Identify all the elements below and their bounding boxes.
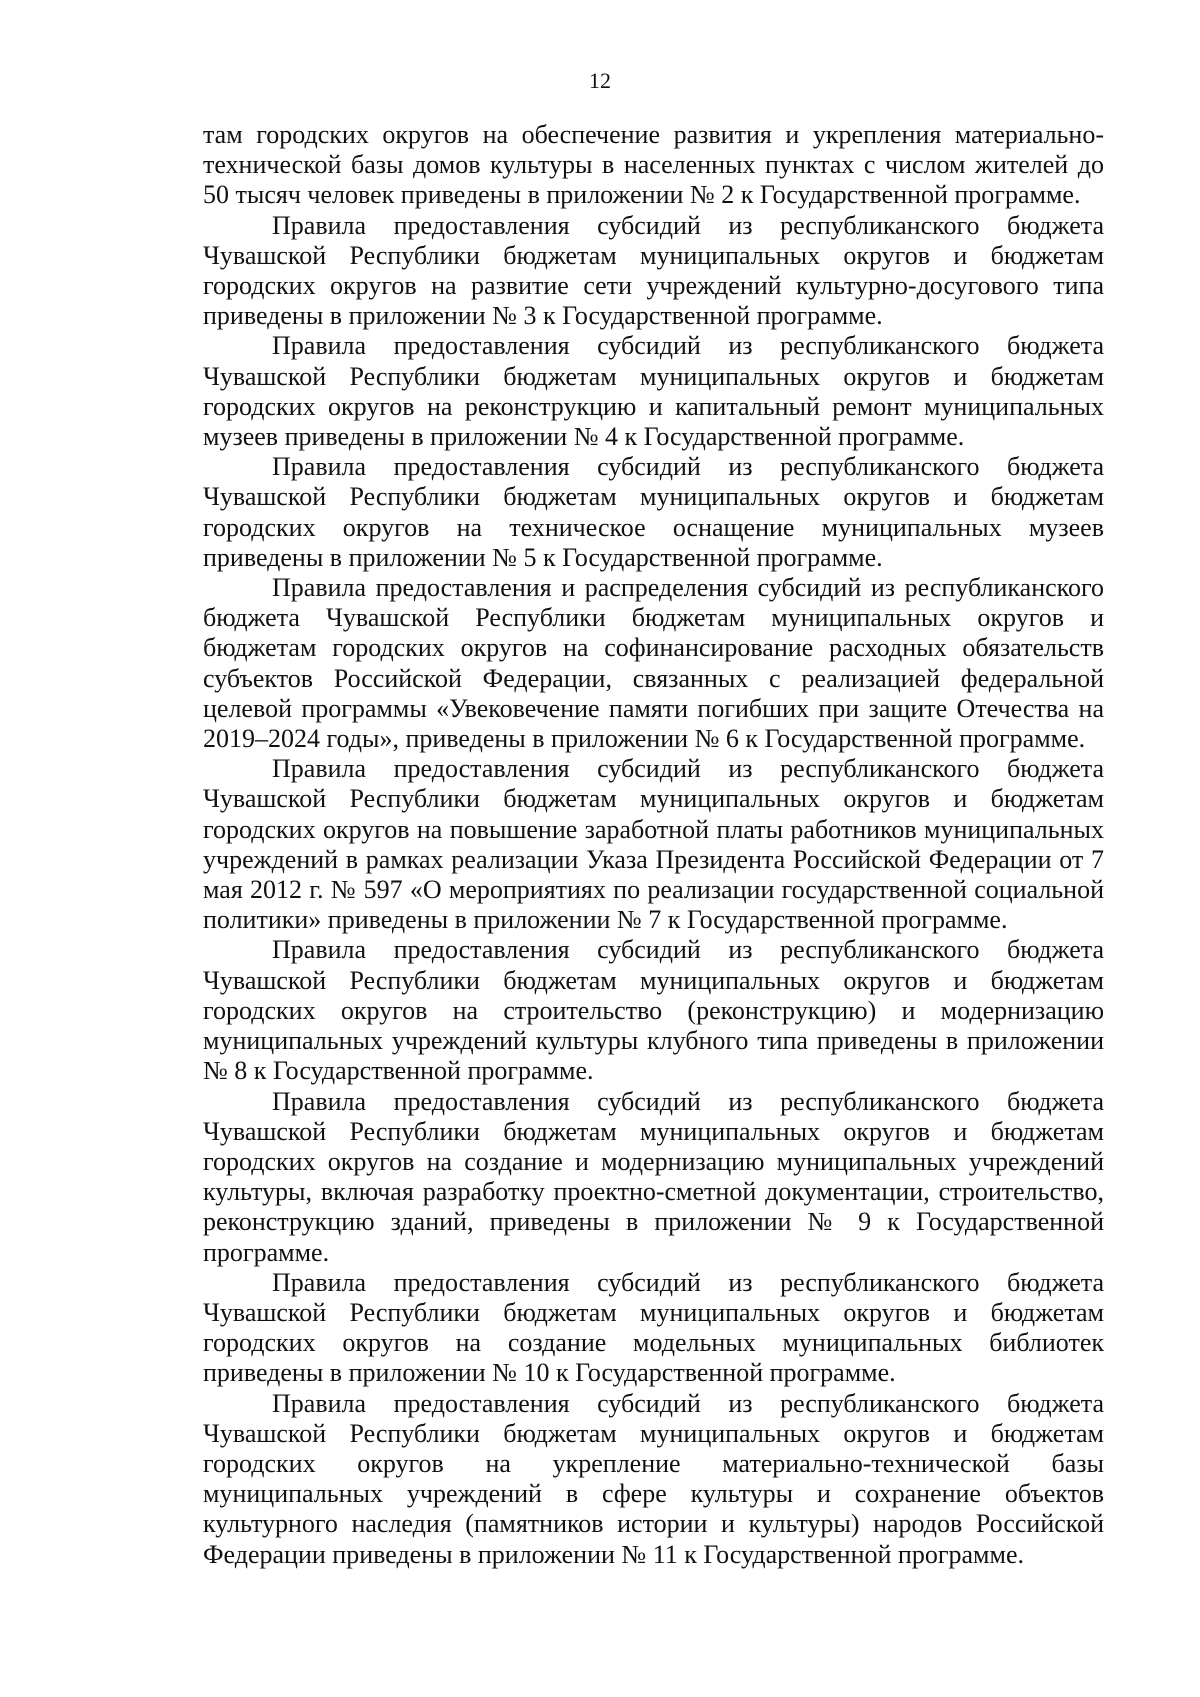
paragraph-6: Правила предоставления субсидий из республиканского бюджета Чувашской Республики бюджетам муниципальных округов и бюджетам городских округов на повышение заработной платы работников муниципальных учреждений в рамках реализации Указа Президента Российской Федерации от 7 мая 2012 г. № 597 «О мероприятиях по реализации государственной социальной политики» приведены в приложении № 7 к Государственной программе.: [203, 754, 1104, 935]
document-body: [203, 120, 1104, 1570]
paragraph-9: Правила предоставления субсидий из республиканского бюджета Чувашской Республики бюджетам муниципальных округов и бюджетам городских округов на создание модельных муниципальных библиотек приведены в приложении № 10 к Государственной программе.: [203, 1267, 1104, 1388]
paragraph-3: Правила предоставления субсидий из республиканского бюджета Чувашской Республики бюджетам муниципальных округов и бюджетам городских округов на реконструкцию и капитальный ремонт муниципальных музеев приведены в приложении № 4 к Государственной программе.: [203, 331, 1104, 452]
paragraph-1: там городских округов на обеспечение развития и укрепления материально-технической базы домов культуры в населенных пунктах с числом жителей до 50 тысяч человек приведены в приложении № 2 к Государственной программе.: [203, 120, 1104, 210]
paragraph-8: Правила предоставления субсидий из республиканского бюджета Чувашской Республики бюджетам муниципальных округов и бюджетам городских округов на создание и модернизацию муниципальных учреждений культуры, включая разработку проектно-сметной документации, строительство, реконструкцию зданий, приведены в приложении № 9 к Государственной программе.: [203, 1086, 1104, 1267]
paragraph-2: Правила предоставления субсидий из республиканского бюджета Чувашской Республики бюджетам муниципальных округов и бюджетам городских округов на развитие сети учреждений культурно-досугового типа приведены в приложении № 3 к Государственной программе.: [203, 210, 1104, 331]
paragraph-5: Правила предоставления и распределения субсидий из республиканского бюджета Чувашской Республики бюджетам муниципальных округов и бюджетам городских округов на софинансирование расходных обязательств субъектов Российской Федерации, связанных с реализацией федеральной целевой программы «Увековечение памяти погибших при защите Отечества на 2019–2024 годы», приведены в приложении № 6 к Государственной программе.: [203, 573, 1104, 754]
paragraph-7: Правила предоставления субсидий из республиканского бюджета Чувашской Республики бюджетам муниципальных округов и бюджетам городских округов на строительство (реконструкцию) и модернизацию муниципальных учреждений культуры клубного типа приведены в приложении № 8 к Государственной программе.: [203, 935, 1104, 1086]
paragraph-10: Правила предоставления субсидий из республиканского бюджета Чувашской Республики бюджетам муниципальных округов и бюджетам городских округов на укрепление материально-технической базы муниципальных учреждений в сфере культуры и сохранение объектов культурного наследия (памятников истории и культуры) народов Российской Федерации приведены в приложении № 11 к Государственной программе.: [203, 1388, 1104, 1569]
paragraph-4: Правила предоставления субсидий из республиканского бюджета Чувашской Республики бюджетам муниципальных округов и бюджетам городских округов на техническое оснащение муниципальных музеев приведены в приложении № 5 к Государственной программе.: [203, 452, 1104, 572]
page-number: 12: [589, 68, 611, 93]
